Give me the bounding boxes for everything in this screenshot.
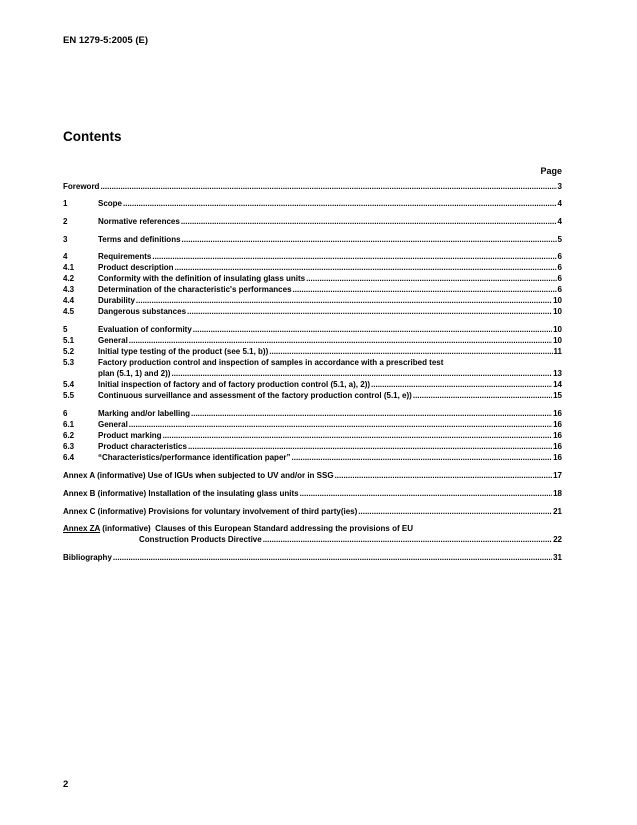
- toc-page: 16: [553, 420, 562, 429]
- toc-title: General: [98, 420, 128, 429]
- toc-title: Product marking: [98, 431, 162, 440]
- toc-leader: [292, 452, 553, 464]
- toc-page: 11: [553, 347, 562, 356]
- toc-title: Marking and/or labelling: [98, 409, 191, 418]
- toc-page: 16: [553, 442, 562, 451]
- toc-title: Initial inspection of factory and of factory production control (5.1, a), 2)): [98, 380, 371, 389]
- toc-title: Foreword: [63, 182, 100, 191]
- toc-title: Annex A (informative) Use of IGUs when subjected to UV and/or in SSG: [63, 471, 334, 480]
- page-number: 2: [63, 779, 69, 790]
- toc-page: 18: [553, 489, 562, 498]
- toc-number: 1: [63, 199, 68, 208]
- toc-number: 4.4: [63, 296, 75, 305]
- toc-entry-6-4[interactable]: [63, 452, 562, 464]
- toc-title: Conformity with the definition of insulating glass units: [98, 274, 306, 283]
- toc-number: 6: [63, 409, 68, 418]
- toc-leader: [300, 488, 553, 500]
- toc-page: 6: [557, 285, 562, 294]
- toc-number: 4.1: [63, 263, 75, 272]
- toc-leader: [358, 506, 552, 518]
- toc-title: Product description: [98, 263, 174, 272]
- toc-page: 14: [553, 380, 562, 389]
- page-column-label: Page: [540, 166, 562, 176]
- toc-leader: [113, 552, 552, 564]
- toc-number: 4.5: [63, 307, 75, 316]
- toc-title: Factory production control and inspection of samples in accordance with a prescribed test: [98, 358, 444, 367]
- toc-page: 4: [557, 217, 562, 226]
- toc-page: 21: [553, 507, 562, 516]
- toc-number: 6.4: [63, 453, 75, 462]
- toc-leader: [182, 234, 557, 246]
- toc-number: 6.1: [63, 420, 75, 429]
- toc-number: 4: [63, 252, 68, 261]
- toc-entry-3[interactable]: [63, 234, 562, 246]
- toc-number: 6.3: [63, 442, 75, 451]
- toc-page: 15: [553, 391, 562, 400]
- toc-page: 5: [557, 235, 562, 244]
- toc-page: 6: [557, 274, 562, 283]
- toc-leader: [187, 306, 552, 318]
- toc-entry-2[interactable]: [63, 216, 562, 228]
- toc-page: 6: [557, 252, 562, 261]
- toc-number: 5.3: [63, 358, 75, 367]
- toc-title: Annex C (informative) Provisions for voluntary involvement of third party(ies): [63, 507, 358, 516]
- toc-annex-label: Annex ZA: [63, 524, 101, 533]
- toc-page: 10: [553, 307, 562, 316]
- toc-leader: [181, 216, 557, 228]
- toc-title: “Characteristics/performance identification paper”: [98, 453, 291, 462]
- toc-title: Requirements: [98, 252, 152, 261]
- toc-page: 17: [553, 471, 562, 480]
- toc-title: Determination of the characteristic's performances: [98, 285, 292, 294]
- toc-page: 16: [553, 409, 562, 418]
- toc-entry-foreword[interactable]: [63, 181, 562, 193]
- toc-entry-1[interactable]: [63, 198, 562, 210]
- toc-page: 16: [553, 453, 562, 462]
- toc-title: Evaluation of conformity: [98, 325, 192, 334]
- toc-number: 5.1: [63, 336, 75, 345]
- toc-leader: [335, 470, 553, 482]
- toc-title: Scope: [98, 199, 123, 208]
- toc-leader: [263, 534, 552, 546]
- toc-title: Continuous surveillance and assessment of the factory production control (5.1, e)): [98, 391, 412, 400]
- toc-entry-annex-za-line2[interactable]: [63, 534, 562, 546]
- toc-number: 5.4: [63, 380, 75, 389]
- toc-title: Bibliography: [63, 553, 112, 562]
- toc-title: Product characteristics: [98, 442, 187, 451]
- toc-number: 4.2: [63, 274, 75, 283]
- toc-leader: [123, 198, 557, 210]
- toc-entry-annex-a[interactable]: [63, 470, 562, 482]
- toc-leader: [413, 390, 552, 402]
- toc-page: 13: [553, 369, 562, 378]
- toc-title: plan (5.1, 1) and 2)): [98, 369, 171, 378]
- toc-title: Initial type testing of the product (see 5.1, b)): [98, 347, 269, 356]
- toc-title: General: [98, 336, 128, 345]
- toc-number: 5: [63, 325, 68, 334]
- toc-number: 2: [63, 217, 68, 226]
- toc-title: Durability: [98, 296, 135, 305]
- toc-title: Terms and definitions: [98, 235, 181, 244]
- toc-page: 22: [553, 535, 562, 544]
- toc-entry-bibliography[interactable]: [63, 552, 562, 564]
- toc-page: 31: [553, 553, 562, 562]
- toc-entry-annex-c[interactable]: [63, 506, 562, 518]
- toc-title: Normative references: [98, 217, 180, 226]
- toc-page: 10: [553, 336, 562, 345]
- toc-entry-4-5[interactable]: [63, 306, 562, 318]
- toc-number: 4.3: [63, 285, 75, 294]
- toc-title: Dangerous substances: [98, 307, 187, 316]
- toc-number: 6.2: [63, 431, 75, 440]
- toc-leader: [100, 181, 556, 193]
- toc-title: (informative) Clauses of this European Standard addressing the provisions of EU: [100, 524, 413, 533]
- toc-title: Construction Products Directive: [139, 535, 262, 544]
- toc-page: 6: [557, 263, 562, 272]
- toc-page: 10: [553, 296, 562, 305]
- document-header: EN 1279-5:2005 (E): [63, 35, 149, 46]
- toc-page: 16: [553, 431, 562, 440]
- toc-number: 5.2: [63, 347, 75, 356]
- toc-entry-annex-b[interactable]: [63, 488, 562, 500]
- toc-page: 3: [557, 182, 562, 191]
- toc-page: 10: [553, 325, 562, 334]
- toc-number: 5.5: [63, 391, 75, 400]
- toc-entry-5-5[interactable]: [63, 390, 562, 402]
- toc-number: 3: [63, 235, 68, 244]
- toc-page: 4: [557, 199, 562, 208]
- page-title: Contents: [63, 129, 122, 144]
- toc-title: Annex B (informative) Installation of the insulating glass units: [63, 489, 299, 498]
